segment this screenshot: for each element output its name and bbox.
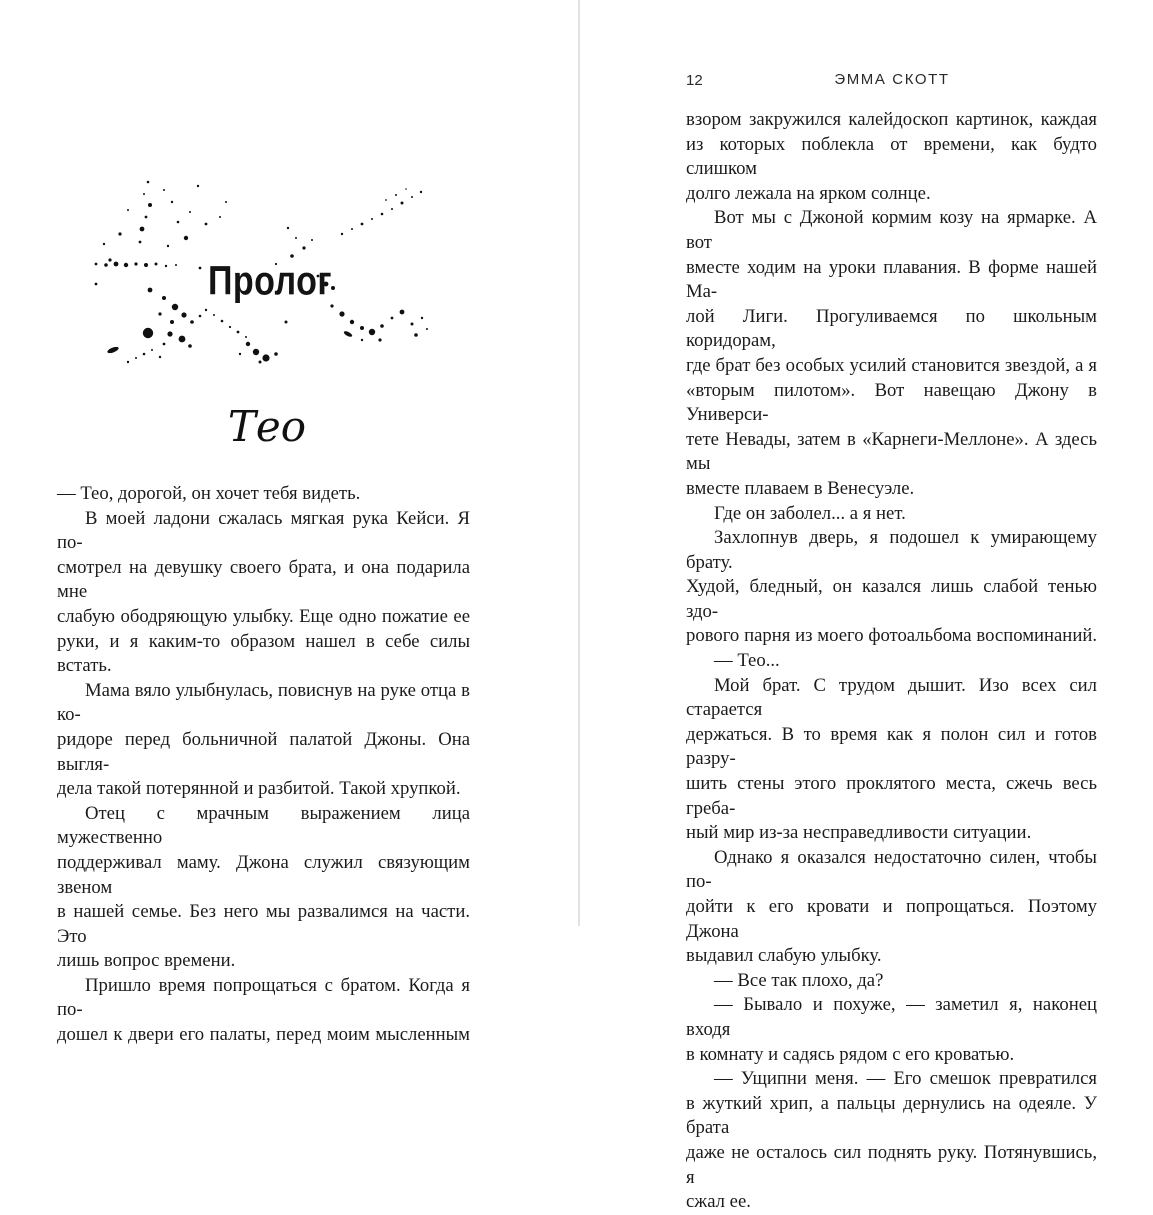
text-line: долго лежала на ярком солнце. [686, 182, 931, 204]
left-page-text [57, 482, 470, 1048]
text-line: дела такой потерянной и разбитой. Такой хрупкой. [57, 778, 461, 800]
text-line: Вот мы с Джоной кормим козу на ярмарке. А вот [686, 207, 1097, 253]
text-line: — Тео, дорогой, он хочет тебя видеть. [57, 483, 361, 504]
text-line: поддерживал маму. Джона служил связующим звеном [57, 851, 470, 898]
text-line: Пришло время попрощаться с братом. Когда я по- [57, 974, 470, 1021]
left-book-page [0, 0, 578, 1046]
text-line: лой Лиги. Прогуливаемся по школьным коридорам, [686, 305, 1097, 352]
text-line: ридоре перед больничной палатой Джоны. Она выгля- [57, 728, 470, 775]
text-line: — Бывало и похуже, — заметил я, наконец входя [686, 994, 1097, 1040]
text-line: руки, и я каким-то образом нашел в себе силы встать. [57, 630, 470, 677]
text-line: шить стены этого проклятого места, сжечь весь греба- [686, 773, 1097, 819]
text-line: в комнату и садясь рядом с его кроватью. [686, 1043, 1015, 1065]
text-line: Захлопнув дверь, я подошел к умирающему брату. [686, 527, 1097, 573]
text-line: держаться. В то время как я полон сил и готов разру- [686, 723, 1097, 770]
text-line: Отец с мрачным выражением лица мужественно [57, 802, 470, 849]
text-line: тете Невады, затем в «Карнеги-Меллоне». А здесь мы [686, 428, 1097, 475]
text-line: из которых поблекла от времени, как будто слишком [686, 133, 1097, 180]
text-line: Мой брат. С трудом дышит. Изо всех сил старается [686, 674, 1097, 721]
section-title: Тео [227, 402, 307, 451]
page-number: 12 [686, 72, 703, 89]
text-line: — Ущипни меня. — Его смешок превратился [714, 1068, 1097, 1090]
text-line: В моей ладони сжалась мягкая рука Кейси. Я по- [57, 507, 470, 554]
text-line: Где он заболел... а я нет. [714, 502, 906, 524]
text-line: взором закружился калейдоскоп картинок, каждая [686, 109, 1097, 130]
text-line: выдавил слабую улыбку. [686, 945, 882, 967]
text-line: вместе ходим на уроки плавания. В форме нашей Ма- [686, 256, 1097, 303]
text-line: — Тео... [714, 650, 780, 672]
text-line: в жуткий хрип, а пальцы дернулись на одеяле. У брата [686, 1092, 1097, 1139]
running-header-author: ЭММА СКОТТ [834, 71, 950, 88]
text-line: в нашей семье. Без него мы развалимся на части. Это [57, 901, 470, 947]
text-line: лишь вопрос времени. [57, 950, 236, 972]
text-line: рового парня из моего фотоальбома воспоминаний. [686, 625, 1097, 647]
text-line: вместе плаваем в Венесуэле. [686, 477, 915, 499]
text-line: где брат без особых усилий становится звездой, а я [686, 354, 1097, 376]
text-line: «вторым пилотом». Вот навещаю Джону в Универси- [686, 379, 1097, 426]
text-line: слабую ободряющую улыбку. Еще одно пожатие ее [57, 605, 470, 627]
page-header [686, 71, 1098, 91]
text-line: даже не осталось сил поднять руку. Потянувшись, я [686, 1141, 1097, 1188]
text-line: Мама вяло улыбнулась, повиснув на руке отца в ко- [57, 679, 470, 726]
right-book-page [578, 0, 1153, 1213]
right-page-text [686, 108, 1097, 1215]
text-line: дойти к его кровати и попрощаться. Поэтому Джона [686, 896, 1097, 942]
text-line: сжал ее. [686, 1191, 751, 1213]
text-line: Худой, бледный, он казался лишь слабой тенью здо- [686, 576, 1097, 622]
text-line: дошел к двери его палаты, перед моим мысленным [57, 1024, 470, 1046]
text-line: ный мир из-за несправедливости ситуации. [686, 822, 1032, 844]
text-line: Однако я оказался недостаточно силен, чтобы по- [686, 846, 1097, 893]
text-line: смотрел на девушку своего брата, и она подарила мне [57, 556, 470, 603]
text-line: — Все так плохо, да? [714, 969, 884, 991]
chapter-title: Пролог [207, 258, 333, 304]
